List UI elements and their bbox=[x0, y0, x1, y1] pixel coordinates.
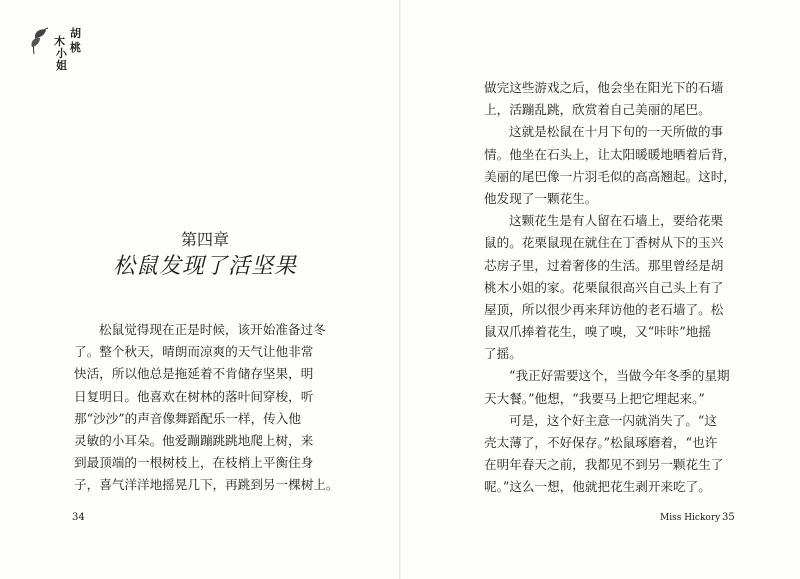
left-page-text bbox=[74, 319, 339, 497]
text-line: 做完这些游戏之后，他会坐在阳光下的石墙 bbox=[484, 80, 724, 95]
text-line: 呢。”这么一想，他就把花生剥开来吃了。 bbox=[484, 479, 711, 495]
text-line: 芯房子里，过着奢侈的生活。那里曾经是胡 bbox=[484, 257, 724, 273]
page-number-right: 35 bbox=[722, 512, 735, 523]
page-number-left: 34 bbox=[72, 512, 85, 523]
text-line: 他发现了一颗花生。 bbox=[484, 190, 598, 206]
text-line: 快活，所以他总是拖延着不肯储存坚果，明 bbox=[74, 366, 314, 382]
text-line: 子，喜气洋洋地摇晃几下，再跳到另一棵树上。 bbox=[74, 477, 339, 493]
text-line: 日复明日。他喜欢在树林的落叶间穿梭，听 bbox=[74, 388, 314, 404]
text-line: 天大餐。”他想，“我要马上把它埋起来。” bbox=[484, 390, 705, 406]
book-gutter bbox=[399, 0, 401, 579]
text-line: 上，活蹦乱跳，欣赏着自己美丽的尾巴。 bbox=[484, 102, 711, 118]
text-line: 松鼠觉得现在正是时候，该开始准备过冬 bbox=[99, 322, 326, 337]
text-line: 这颗花生是有人留在石墙上，要给花栗 bbox=[509, 213, 724, 229]
chapter-heading bbox=[110, 230, 300, 282]
leaf-icon bbox=[26, 22, 56, 62]
logo-char: 小 bbox=[56, 47, 67, 60]
chapter-title: 松鼠发现了活坚果 bbox=[112, 254, 297, 279]
text-line: 这就是松鼠在十月下旬的一天所做的事 bbox=[509, 124, 724, 140]
text-line: 了。整个秋天，晴朗而凉爽的天气让他非常 bbox=[74, 344, 314, 360]
text-line: 美丽的尾巴像一片羽毛似的高高翘起。这时， bbox=[484, 168, 736, 184]
chapter-number: 第四章 bbox=[180, 230, 229, 249]
text-line: 在明年春天之前，我都见不到另一颗花生了 bbox=[484, 457, 724, 473]
text-line: 情。他坐在石头上，让太阳暖暖地晒着后背， bbox=[484, 146, 736, 162]
text-line: 灵敏的小耳朵。他爱蹦蹦跳跳地爬上树，来 bbox=[74, 432, 314, 448]
running-header: Miss Hickory bbox=[660, 513, 721, 523]
text-line: 鼠双爪捧着花生，嗅了嗅，又“咔咔”地摇 bbox=[484, 324, 711, 340]
logo-char: 桃 bbox=[70, 41, 81, 54]
text-line: “我正好需要这个，当做今年冬季的星期 bbox=[509, 368, 730, 384]
right-page-text bbox=[484, 77, 742, 499]
logo-char: 木 bbox=[54, 35, 65, 48]
text-line: 壳太薄了，不好保存。”松鼠琢磨着，“也许 bbox=[484, 435, 718, 450]
text-line: 屋顶，所以很少再来拜访他的老石墙了。松 bbox=[484, 301, 724, 317]
text-line: 了摇。 bbox=[484, 346, 522, 362]
text-line: 那“沙沙”的声音像舞蹈配乐一样，传入他 bbox=[74, 410, 301, 426]
text-line: 鼠的。花栗鼠现在就住在丁香树从下的玉兴 bbox=[484, 235, 724, 251]
text-line: 到最顶端的一根树枝上，在枝梢上平衡住身 bbox=[74, 455, 314, 471]
logo-char: 姐 bbox=[56, 59, 67, 72]
text-line: 可是，这个好主意一闪就消失了。“这 bbox=[509, 412, 717, 428]
logo-char: 胡 bbox=[70, 27, 81, 40]
book-logo bbox=[26, 22, 86, 72]
text-line: 桃木小姐的家。花栗鼠很高兴自己头上有了 bbox=[484, 279, 724, 295]
